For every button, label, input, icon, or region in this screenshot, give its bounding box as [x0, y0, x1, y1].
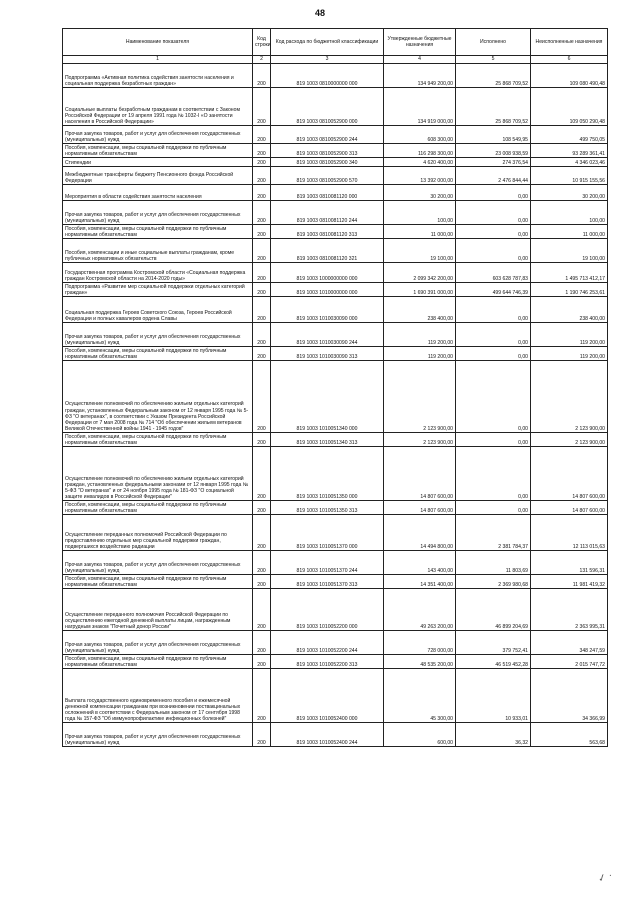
header-approved: Утвержденные бюджетные назначения — [384, 29, 456, 56]
budget-code-cell: 819 1003 0810052900 313 — [271, 144, 384, 158]
table-row — [63, 126, 608, 144]
executed-cell: 46 899 204,69 — [456, 589, 531, 631]
unexecuted-cell: 30 200,00 — [531, 185, 608, 201]
line-code-cell: 200 — [253, 201, 271, 225]
approved-cell: 608 300,00 — [384, 126, 456, 144]
indicator-name-cell: Осуществление полномочий по обеспечению жильем отдельных категорий граждан, установленных Федеральным законом от 12 января 1995 года № 5-ФЗ "О ветеранах", в соответствии с Указом Президента Российской Федерации от 7 мая 2008 года № 714 "Об обеспечении жильем ветеранов Великой Отечественной войны 1941 - 1945 годов" — [63, 361, 253, 433]
header-line-code: Код строки — [253, 29, 271, 56]
table-row — [63, 589, 608, 631]
line-code-cell: 200 — [253, 515, 271, 551]
unexecuted-cell: 238 400,00 — [531, 297, 608, 323]
column-number: 3 — [271, 56, 384, 64]
budget-code-cell: 819 1003 1010052400 244 — [271, 723, 384, 747]
handwritten-mark: ✓ · — [596, 869, 614, 886]
indicator-name-cell: Пособия, компенсации и иные социальные выплаты гражданам, кроме публичных нормативных обязательств — [63, 239, 253, 263]
indicator-name-cell: Подпрограмма «Активная политика содействия занятости населения и социальная поддержка безработных граждан» — [63, 64, 253, 88]
executed-cell: 46 519 452,28 — [456, 655, 531, 669]
budget-code-cell: 819 1003 1010051340 313 — [271, 433, 384, 447]
table-row — [63, 201, 608, 225]
approved-cell: 116 298 300,00 — [384, 144, 456, 158]
executed-cell: 274 376,54 — [456, 158, 531, 167]
unexecuted-cell: 119 200,00 — [531, 347, 608, 361]
indicator-name-cell: Прочая закупка товаров, работ и услуг для обеспечения государственных (муниципальных) нужд — [63, 631, 253, 655]
table-row — [63, 167, 608, 185]
budget-code-cell: 819 1003 1010052400 000 — [271, 669, 384, 723]
line-code-cell: 200 — [253, 631, 271, 655]
executed-cell: 2 369 980,68 — [456, 575, 531, 589]
table-row — [63, 64, 608, 88]
line-code-cell: 200 — [253, 64, 271, 88]
executed-cell: 23 008 938,59 — [456, 144, 531, 158]
unexecuted-cell: 131 596,31 — [531, 551, 608, 575]
budget-code-cell: 819 1003 0810081120 244 — [271, 201, 384, 225]
unexecuted-cell: 2 123 900,00 — [531, 433, 608, 447]
indicator-name-cell: Пособия, компенсации, меры социальной поддержки по публичным нормативным обязательствам — [63, 433, 253, 447]
line-code-cell: 200 — [253, 88, 271, 126]
indicator-name-cell: Пособия, компенсации, меры социальной поддержки по публичным нормативным обязательствам — [63, 225, 253, 239]
unexecuted-cell: 14 807 600,00 — [531, 501, 608, 515]
indicator-name-cell: Прочая закупка товаров, работ и услуг для обеспечения государственных (муниципальных) нужд — [63, 723, 253, 747]
table-row — [63, 283, 608, 297]
executed-cell: 25 868 709,52 — [456, 88, 531, 126]
header-row — [63, 29, 608, 56]
approved-cell: 11 000,00 — [384, 225, 456, 239]
approved-cell: 119 200,00 — [384, 323, 456, 347]
indicator-name-cell: Подпрограмма «Развитие мер социальной поддержки отдельных категорий граждан» — [63, 283, 253, 297]
unexecuted-cell: 2 015 747,72 — [531, 655, 608, 669]
indicator-name-cell: Осуществление переданных полномочий Российской Федерации по предоставлению отдельных мер социальной поддержки граждан, подвергшихся воздействию радиации — [63, 515, 253, 551]
approved-cell: 49 263 200,00 — [384, 589, 456, 631]
budget-code-cell: 819 1003 0810052900 570 — [271, 167, 384, 185]
approved-cell: 45 300,00 — [384, 669, 456, 723]
unexecuted-cell: 1 190 746 253,61 — [531, 283, 608, 297]
table-row — [63, 263, 608, 283]
table-row — [63, 669, 608, 723]
budget-code-cell: 819 1003 0810052900 000 — [271, 88, 384, 126]
indicator-name-cell: Прочая закупка товаров, работ и услуг для обеспечения государственных (муниципальных) нужд — [63, 323, 253, 347]
table-row — [63, 297, 608, 323]
line-code-cell: 200 — [253, 239, 271, 263]
line-code-cell: 200 — [253, 433, 271, 447]
unexecuted-cell: 119 200,00 — [531, 323, 608, 347]
executed-cell: 0,00 — [456, 361, 531, 433]
approved-cell: 14 351 400,00 — [384, 575, 456, 589]
table-row — [63, 239, 608, 263]
executed-cell: 25 868 709,52 — [456, 64, 531, 88]
budget-code-cell: 819 1003 0810081120 313 — [271, 225, 384, 239]
line-code-cell: 200 — [253, 297, 271, 323]
indicator-name-cell: Стипендии — [63, 158, 253, 167]
unexecuted-cell: 11 981 419,32 — [531, 575, 608, 589]
budget-code-cell: 819 1003 1010052200 000 — [271, 589, 384, 631]
table-row — [63, 158, 608, 167]
table-row — [63, 501, 608, 515]
table-row — [63, 655, 608, 669]
unexecuted-cell: 348 247,59 — [531, 631, 608, 655]
budget-code-cell: 819 1003 0810052900 244 — [271, 126, 384, 144]
unexecuted-cell: 19 100,00 — [531, 239, 608, 263]
budget-code-cell: 819 1003 1010051370 244 — [271, 551, 384, 575]
unexecuted-cell: 34 366,99 — [531, 669, 608, 723]
executed-cell: 0,00 — [456, 239, 531, 263]
budget-code-cell: 819 1003 1010030090 000 — [271, 297, 384, 323]
executed-cell: 0,00 — [456, 297, 531, 323]
indicator-name-cell: Пособия, компенсации, меры социальной поддержки по публичным нормативным обязательствам — [63, 144, 253, 158]
table-row — [63, 144, 608, 158]
approved-cell: 2 099 342 200,00 — [384, 263, 456, 283]
table-row — [63, 631, 608, 655]
table-row — [63, 185, 608, 201]
table-row — [63, 433, 608, 447]
column-number: 4 — [384, 56, 456, 64]
approved-cell: 48 535 200,00 — [384, 655, 456, 669]
approved-cell: 14 494 800,00 — [384, 515, 456, 551]
approved-cell: 30 200,00 — [384, 185, 456, 201]
budget-code-cell: 819 1003 0810081120 000 — [271, 185, 384, 201]
approved-cell: 119 200,00 — [384, 347, 456, 361]
indicator-name-cell: Пособия, компенсации, меры социальной поддержки по публичным нормативным обязательствам — [63, 575, 253, 589]
indicator-name-cell: Социальные выплаты безработным гражданам в соответствии с Законом Российской Федерации от 19 апреля 1991 года № 1032-I «О занятости населения в Российской Федерации» — [63, 88, 253, 126]
header-executed: Исполнено — [456, 29, 531, 56]
approved-cell: 1 690 391 000,00 — [384, 283, 456, 297]
executed-cell: 108 549,95 — [456, 126, 531, 144]
budget-code-cell: 819 1003 1010051350 313 — [271, 501, 384, 515]
indicator-name-cell: Прочая закупка товаров, работ и услуг для обеспечения государственных (муниципальных) нужд — [63, 126, 253, 144]
column-number: 2 — [253, 56, 271, 64]
line-code-cell: 200 — [253, 185, 271, 201]
line-code-cell: 200 — [253, 225, 271, 239]
approved-cell: 4 620 400,00 — [384, 158, 456, 167]
executed-cell: 0,00 — [456, 501, 531, 515]
header-indicator-name: Наименование показателя — [63, 29, 253, 56]
approved-cell: 143 400,00 — [384, 551, 456, 575]
unexecuted-cell: 12 113 015,63 — [531, 515, 608, 551]
indicator-name-cell: Государственная программа Костромской области «Социальная поддержка граждан Костромской области на 2014-2020 годы» — [63, 263, 253, 283]
table-row — [63, 361, 608, 433]
budget-code-cell: 819 1003 1010051350 000 — [271, 447, 384, 501]
executed-cell: 499 644 746,39 — [456, 283, 531, 297]
unexecuted-cell: 109 050 290,48 — [531, 88, 608, 126]
table-row — [63, 323, 608, 347]
budget-code-cell: 819 1003 1010030090 244 — [271, 323, 384, 347]
line-code-cell: 200 — [253, 263, 271, 283]
approved-cell: 100,00 — [384, 201, 456, 225]
approved-cell: 2 123 900,00 — [384, 433, 456, 447]
approved-cell: 14 807 600,00 — [384, 447, 456, 501]
unexecuted-cell: 14 807 600,00 — [531, 447, 608, 501]
header-unexecuted: Неисполненные назначения — [531, 29, 608, 56]
budget-code-cell: 819 1003 0810081120 321 — [271, 239, 384, 263]
budget-code-cell: 819 1003 1010051370 313 — [271, 575, 384, 589]
line-code-cell: 200 — [253, 347, 271, 361]
indicator-name-cell: Прочая закупка товаров, работ и услуг для обеспечения государственных (муниципальных) нужд — [63, 551, 253, 575]
unexecuted-cell: 100,00 — [531, 201, 608, 225]
budget-code-cell: 819 1003 0810052900 340 — [271, 158, 384, 167]
budget-code-cell: 819 1003 0810000000 000 — [271, 64, 384, 88]
column-number: 5 — [456, 56, 531, 64]
unexecuted-cell: 93 289 361,41 — [531, 144, 608, 158]
executed-cell: 2 381 784,37 — [456, 515, 531, 551]
unexecuted-cell: 499 750,05 — [531, 126, 608, 144]
unexecuted-cell: 4 346 023,46 — [531, 158, 608, 167]
table-row — [63, 225, 608, 239]
indicator-name-cell: Межбюджетные трансферты бюджету Пенсионного фонда Российской Федерации — [63, 167, 253, 185]
unexecuted-cell: 563,68 — [531, 723, 608, 747]
approved-cell: 13 392 000,00 — [384, 167, 456, 185]
approved-cell: 134 949 200,00 — [384, 64, 456, 88]
table-row — [63, 723, 608, 747]
indicator-name-cell: Прочая закупка товаров, работ и услуг для обеспечения государственных (муниципальных) нужд — [63, 201, 253, 225]
page-number: 48 — [314, 8, 325, 18]
executed-cell: 0,00 — [456, 225, 531, 239]
line-code-cell: 200 — [253, 655, 271, 669]
line-code-cell: 200 — [253, 723, 271, 747]
line-code-cell: 200 — [253, 551, 271, 575]
indicator-name-cell: Мероприятия в области содействия занятости населения — [63, 185, 253, 201]
executed-cell: 379 752,41 — [456, 631, 531, 655]
executed-cell: 0,00 — [456, 347, 531, 361]
line-code-cell: 200 — [253, 158, 271, 167]
approved-cell: 14 807 600,00 — [384, 501, 456, 515]
indicator-name-cell: Пособия, компенсации, меры социальной поддержки по публичным нормативным обязательствам — [63, 501, 253, 515]
executed-cell: 0,00 — [456, 447, 531, 501]
indicator-name-cell: Социальная поддержка Героев Советского Союза, Героев Российской Федерации и полных кавалеров ордена Славы — [63, 297, 253, 323]
column-number: 1 — [63, 56, 253, 64]
unexecuted-cell: 10 915 155,56 — [531, 167, 608, 185]
line-code-cell: 200 — [253, 167, 271, 185]
unexecuted-cell: 109 080 490,48 — [531, 64, 608, 88]
table-body — [63, 64, 608, 747]
line-code-cell: 200 — [253, 144, 271, 158]
approved-cell: 19 100,00 — [384, 239, 456, 263]
table-row — [63, 575, 608, 589]
indicator-name-cell: Осуществление переданного полномочия Российской Федерации по осуществлению ежегодной денежной выплаты лицам, награжденным нагрудным знаком "Почетный донор России" — [63, 589, 253, 631]
budget-code-cell: 819 1003 1010051370 000 — [271, 515, 384, 551]
line-code-cell: 200 — [253, 501, 271, 515]
approved-cell: 600,00 — [384, 723, 456, 747]
approved-cell: 728 000,00 — [384, 631, 456, 655]
indicator-name-cell: Выплата государственного единовременного пособия и ежемесячной денежной компенсации гражданам при возникновении поствакцинальных осложнений в соответствии с Федеральным законом от 17 сентября 1998 года № 157-ФЗ "Об иммунопрофилактике инфекционных болезней" — [63, 669, 253, 723]
line-code-cell: 200 — [253, 361, 271, 433]
unexecuted-cell: 1 495 713 412,17 — [531, 263, 608, 283]
line-code-cell: 200 — [253, 669, 271, 723]
line-code-cell: 200 — [253, 575, 271, 589]
budget-code-cell: 819 1003 1000000000 000 — [271, 263, 384, 283]
table-row — [63, 447, 608, 501]
line-code-cell: 200 — [253, 589, 271, 631]
unexecuted-cell: 11 000,00 — [531, 225, 608, 239]
indicator-name-cell: Пособия, компенсации, меры социальной поддержки по публичным нормативным обязательствам — [63, 347, 253, 361]
line-code-cell: 200 — [253, 323, 271, 347]
unexecuted-cell: 2 123 900,00 — [531, 361, 608, 433]
executed-cell: 0,00 — [456, 201, 531, 225]
unexecuted-cell: 2 363 995,31 — [531, 589, 608, 631]
approved-cell: 134 919 000,00 — [384, 88, 456, 126]
budget-execution-table — [62, 28, 608, 747]
column-number-row — [63, 56, 608, 64]
executed-cell: 10 933,01 — [456, 669, 531, 723]
executed-cell: 2 476 844,44 — [456, 167, 531, 185]
budget-code-cell: 819 1003 1010000000 000 — [271, 283, 384, 297]
indicator-name-cell: Пособия, компенсации, меры социальной поддержки по публичным нормативным обязательствам — [63, 655, 253, 669]
budget-code-cell: 819 1003 1010030090 313 — [271, 347, 384, 361]
table-row — [63, 88, 608, 126]
executed-cell: 0,00 — [456, 185, 531, 201]
approved-cell: 2 123 900,00 — [384, 361, 456, 433]
table-row — [63, 551, 608, 575]
line-code-cell: 200 — [253, 283, 271, 297]
indicator-name-cell: Осуществление полномочий по обеспечению жильем отдельных категорий граждан, установленных федеральными законами от 12 января 1995 года № 5-ФЗ "О ветеранах" и от 24 ноября 1995 года № 181-ФЗ "О социальной защите инвалидов в Российской Федерации" — [63, 447, 253, 501]
column-number: 6 — [531, 56, 608, 64]
budget-code-cell: 819 1003 1010051340 000 — [271, 361, 384, 433]
executed-cell: 36,32 — [456, 723, 531, 747]
executed-cell: 0,00 — [456, 433, 531, 447]
header-budget-code: Код расхода по бюджетной классификации — [271, 29, 384, 56]
executed-cell: 603 628 787,83 — [456, 263, 531, 283]
line-code-cell: 200 — [253, 126, 271, 144]
budget-code-cell: 819 1003 1010052200 313 — [271, 655, 384, 669]
table-row — [63, 515, 608, 551]
table-row — [63, 347, 608, 361]
budget-code-cell: 819 1003 1010052200 244 — [271, 631, 384, 655]
approved-cell: 238 400,00 — [384, 297, 456, 323]
line-code-cell: 200 — [253, 447, 271, 501]
executed-cell: 11 803,69 — [456, 551, 531, 575]
executed-cell: 0,00 — [456, 323, 531, 347]
